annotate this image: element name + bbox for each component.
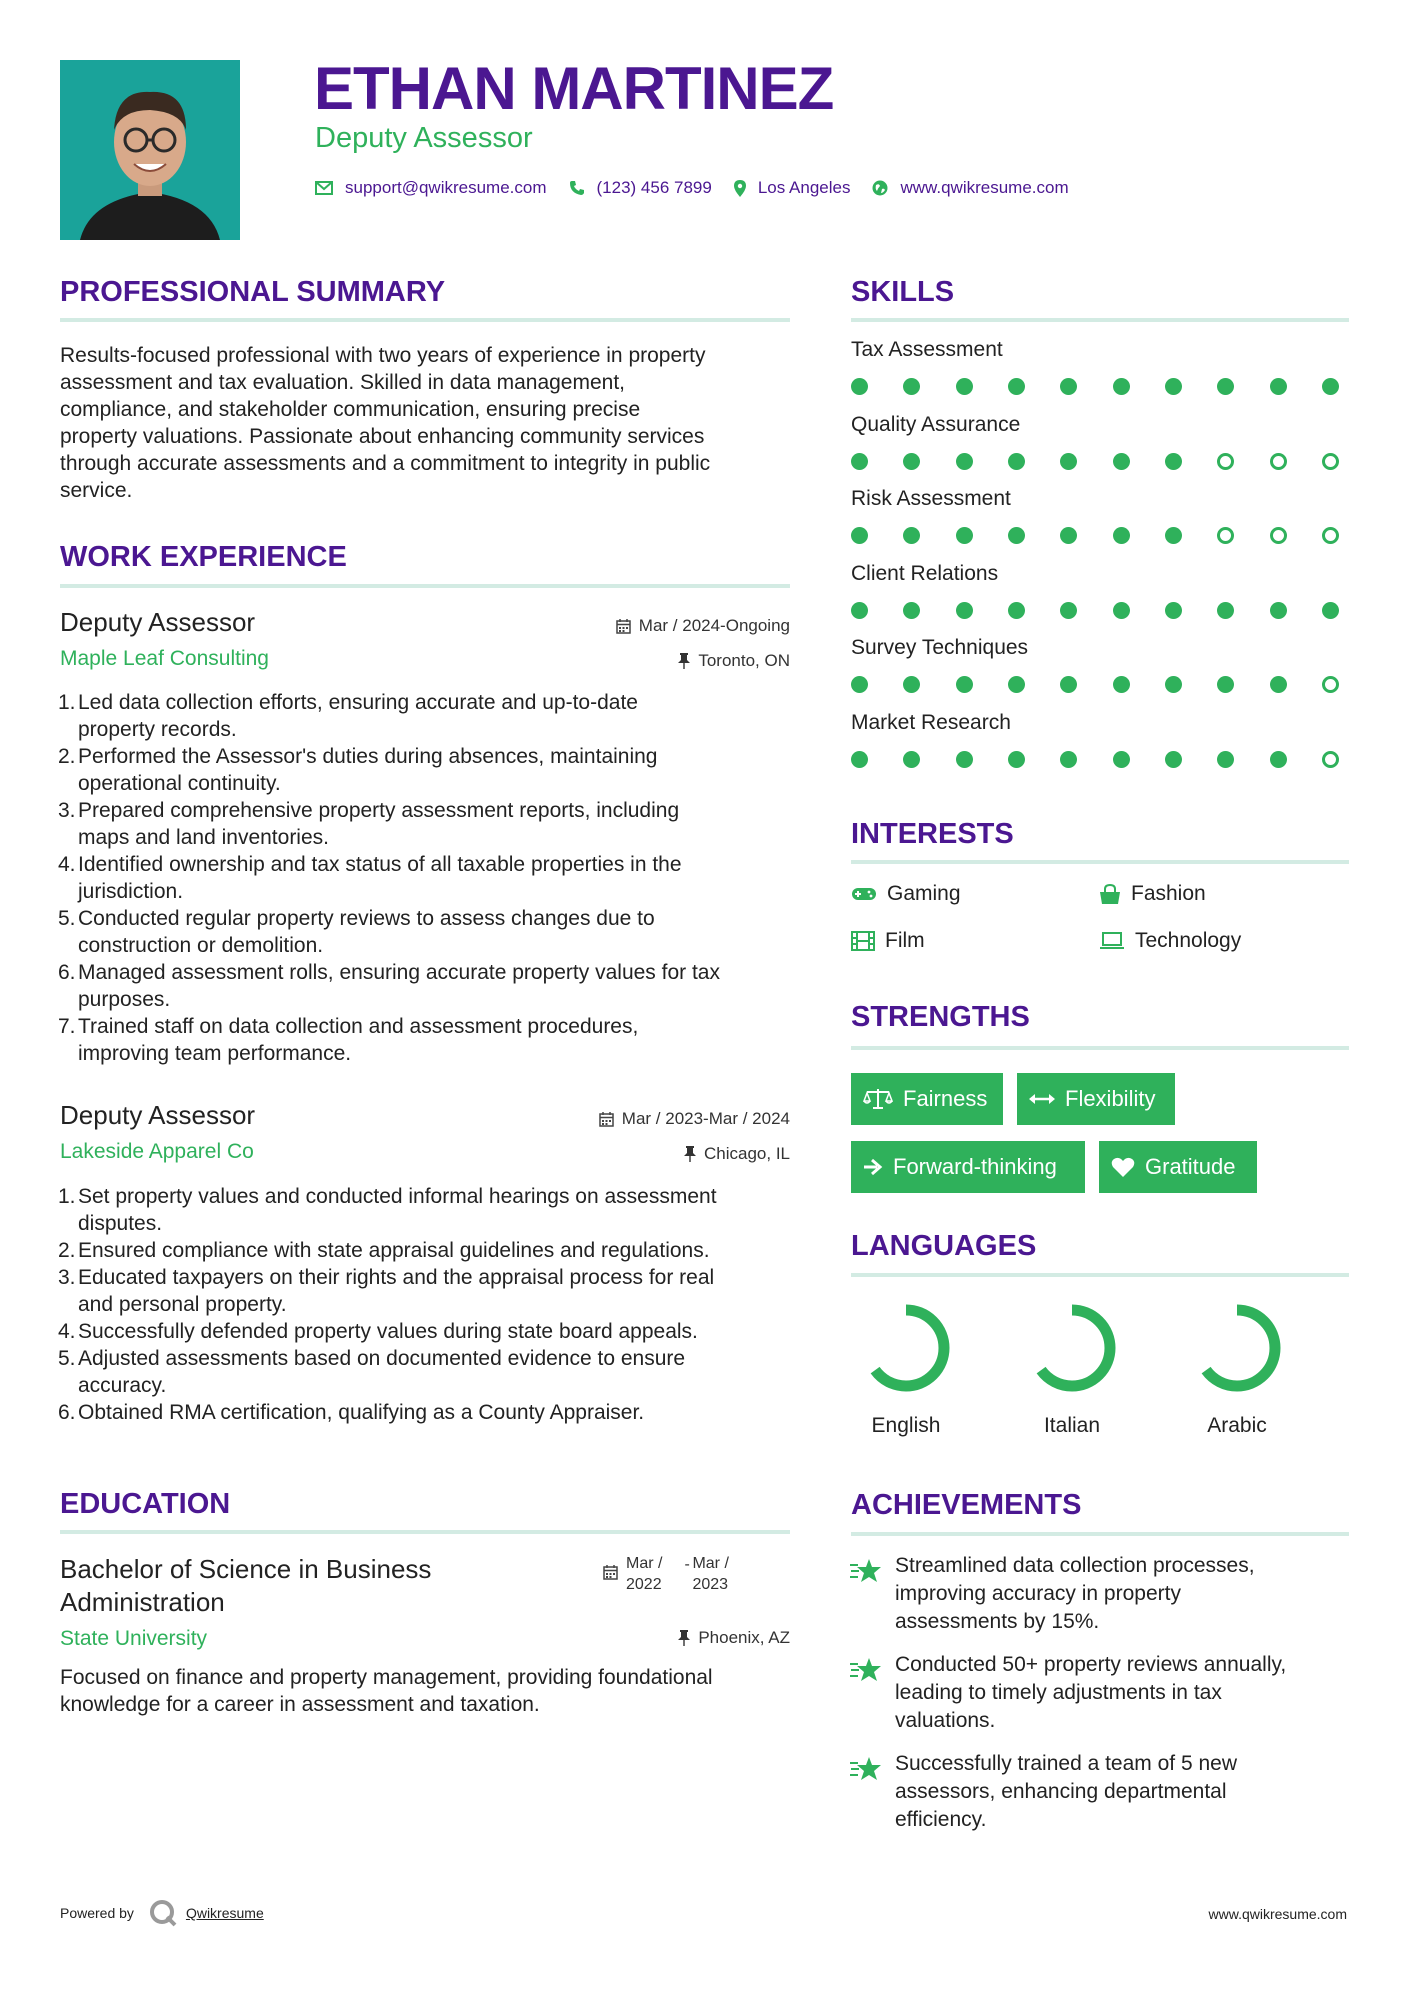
strength-label: Flexibility (1065, 1086, 1156, 1111)
qwikresume-logo-icon (148, 1898, 178, 1928)
rating-dot-filled (1008, 453, 1025, 470)
duty-line: Led data collection efforts, ensuring accurate and up-to-date (78, 691, 638, 714)
location-text: Toronto, ON (698, 651, 790, 670)
duty-line: disputes. (78, 1212, 163, 1235)
skill-rating (851, 378, 1339, 395)
achievement-line: assessments by 15%. (895, 1610, 1100, 1633)
language-level-ring (1024, 1300, 1120, 1396)
company-name: Maple Leaf Consulting (60, 647, 269, 670)
duty-line: Prepared comprehensive property assessment reports, including (78, 799, 680, 822)
job-dates (616, 616, 790, 636)
education-description (60, 1664, 820, 1718)
summary-text (60, 342, 800, 504)
rating-dot-filled (851, 527, 868, 544)
summary-line: through accurate assessments and a commitment to integrity in public (60, 452, 711, 475)
degree-line: Administration (60, 1587, 225, 1617)
rating-dot-filled (1165, 676, 1182, 693)
skill-name: Quality Assurance (851, 412, 1021, 436)
summary-line: property valuations. Passionate about enhancing community services (60, 425, 705, 448)
rating-dot-filled (956, 676, 973, 693)
rating-dot-filled (1060, 676, 1077, 693)
rating-dot-filled (1008, 527, 1025, 544)
rating-dot-filled (903, 453, 920, 470)
company-name: Lakeside Apparel Co (60, 1140, 254, 1163)
rating-dot-filled (851, 751, 868, 768)
achievement-item (895, 1651, 1335, 1735)
rating-dot-filled (956, 527, 973, 544)
brand-link[interactable]: Qwikresume (185, 1905, 264, 1921)
languages-rule (851, 1273, 1349, 1277)
duty-number: 3. (58, 1266, 76, 1289)
skill-name: Survey Techniques (851, 636, 1029, 659)
duty-item (58, 1264, 818, 1318)
rating-dot-filled (1217, 751, 1234, 768)
rating-dot-filled (1217, 378, 1234, 395)
pushpin-icon (678, 653, 690, 669)
job-duties-list (60, 1183, 818, 1426)
interest-label: Gaming (887, 882, 961, 905)
rating-dot-filled (1165, 453, 1182, 470)
strength-label: Fairness (903, 1086, 988, 1111)
interests-rule (851, 860, 1349, 864)
duty-item (58, 1013, 818, 1067)
interest-label: Film (885, 929, 925, 952)
duty-item (58, 1183, 818, 1237)
summary-line: assessment and tax evaluation. Skilled in data management, (60, 371, 626, 394)
achievement-line: improving accuracy in property (895, 1582, 1181, 1605)
duty-line: Trained staff on data collection and assessment procedures, (78, 1015, 639, 1038)
duty-line: operational continuity. (78, 772, 281, 795)
achievement-line: assessors, enhancing departmental (895, 1780, 1227, 1803)
duty-number: 4. (58, 1320, 76, 1343)
achievement-item (895, 1750, 1335, 1834)
rating-dot-filled (1060, 453, 1077, 470)
rating-dot-filled (1113, 453, 1130, 470)
footer-website[interactable]: www.qwikresume.com (1208, 1906, 1347, 1922)
strengths-heading: STRENGTHS (851, 1001, 1030, 1033)
interest-gaming (851, 882, 961, 906)
duty-item (58, 1345, 818, 1399)
duty-item (58, 905, 818, 959)
rating-dot-filled (1322, 378, 1339, 395)
duty-number: 2. (58, 745, 76, 768)
scale-icon (863, 1088, 893, 1110)
achievement-line: Conducted 50+ property reviews annually, (895, 1653, 1287, 1676)
contact-phone[interactable] (569, 178, 712, 198)
duty-item (58, 797, 818, 851)
duty-number: 1. (58, 691, 76, 714)
duty-item (58, 689, 818, 743)
achievement-line: efficiency. (895, 1808, 987, 1831)
rating-dot-filled (1008, 378, 1025, 395)
job-title: Deputy Assessor (60, 607, 256, 637)
rating-dot-filled (1165, 527, 1182, 544)
interest-technology (1099, 929, 1241, 953)
end-year: 2023 (692, 1576, 729, 1593)
skills-heading: SKILLS (851, 276, 955, 308)
duty-number: 4. (58, 853, 76, 876)
description-line: knowledge for a career in assessment and taxation. (60, 1693, 540, 1716)
gamepad-icon (851, 886, 877, 902)
skill-name: Client Relations (851, 561, 999, 585)
contact-bar (315, 178, 1091, 198)
rating-dot-filled (1113, 602, 1130, 619)
candidate-title: Deputy Assessor (315, 122, 533, 154)
degree-line: Bachelor of Science in Business (60, 1554, 432, 1584)
job-location (684, 1144, 790, 1164)
skill-rating (851, 676, 1339, 693)
experience-rule (60, 584, 790, 588)
duty-line: Identified ownership and tax status of all taxable properties in the (78, 853, 682, 876)
arrows-horizontal-icon (1029, 1092, 1055, 1106)
school-name: State University (60, 1627, 208, 1650)
calendar-icon (599, 1112, 614, 1127)
rating-dot-empty (1217, 453, 1234, 470)
rating-dot-filled (851, 378, 868, 395)
rating-dot-filled (903, 676, 920, 693)
rating-dot-filled (1165, 751, 1182, 768)
duty-item (58, 851, 818, 905)
arrow-right-icon (863, 1158, 883, 1176)
start-date (626, 1553, 662, 1595)
skill-rating (851, 751, 1339, 768)
achievement-line: leading to timely adjustments in tax (895, 1681, 1222, 1704)
skill-name: Tax Assessment (851, 338, 1003, 361)
achievement-line: Streamlined data collection processes, (895, 1554, 1255, 1577)
globe-icon (872, 180, 888, 196)
rating-dot-filled (956, 751, 973, 768)
language-name: Arabic (1207, 1414, 1267, 1437)
duty-line: improving team performance. (78, 1042, 352, 1065)
summary-line: compliance, and stakeholder communication, ensuring precise (60, 398, 641, 421)
rating-dot-filled (1008, 676, 1025, 693)
language-level-arc (868, 1310, 944, 1386)
summary-line: service. (60, 479, 133, 502)
rating-dot-filled (1060, 602, 1077, 619)
rating-dot-filled (1165, 602, 1182, 619)
duty-line: Set property values and conducted informal hearings on assessment (78, 1185, 717, 1208)
email-text: support@qwikresume.com (345, 178, 547, 197)
rating-dot-filled (1270, 751, 1287, 768)
strength-label: Gratitude (1145, 1154, 1236, 1179)
duty-number: 3. (58, 799, 76, 822)
rating-dot-filled (903, 378, 920, 395)
duty-line: Adjusted assessments based on documented evidence to ensure (78, 1347, 686, 1370)
rating-dot-empty (1217, 527, 1234, 544)
rating-dot-filled (1322, 602, 1339, 619)
education-rule (60, 1530, 790, 1534)
rating-dot-empty (1270, 527, 1287, 544)
interest-label: Fashion (1131, 882, 1206, 905)
skill-rating (851, 602, 1339, 619)
duty-line: maps and land inventories. (78, 826, 329, 849)
rating-dot-filled (1008, 602, 1025, 619)
language-name: Italian (1043, 1414, 1101, 1437)
end-month: Mar / (692, 1555, 729, 1572)
duty-number: 5. (58, 1347, 76, 1370)
duty-number: 1. (58, 1185, 76, 1208)
education-dates (603, 1553, 729, 1595)
contact-email[interactable] (315, 178, 547, 198)
achievement-line: Successfully trained a team of 5 new (895, 1752, 1238, 1775)
achievements-rule (851, 1532, 1349, 1536)
rating-dot-filled (1165, 378, 1182, 395)
duty-item (58, 1237, 818, 1264)
rating-dot-empty (1322, 453, 1339, 470)
phone-text: (123) 456 7899 (596, 178, 712, 197)
rating-dot-filled (851, 676, 868, 693)
footer-powered-by (60, 1898, 264, 1928)
rating-dot-filled (956, 378, 973, 395)
duty-number: 2. (58, 1239, 76, 1262)
education-location (678, 1628, 790, 1648)
rating-dot-filled (1270, 378, 1287, 395)
calendar-icon (616, 619, 631, 634)
summary-line: Results-focused professional with two years of experience in property (60, 344, 706, 367)
rating-dot-filled (1270, 602, 1287, 619)
rating-dot-filled (1113, 378, 1130, 395)
strength-chip-flexibility (1017, 1073, 1175, 1125)
skill-name: Risk Assessment (851, 487, 1011, 510)
contact-website[interactable] (872, 178, 1068, 198)
duty-line: and personal property. (78, 1293, 287, 1316)
rating-dot-filled (903, 751, 920, 768)
rating-dot-filled (1060, 527, 1077, 544)
achievement-line: valuations. (895, 1709, 996, 1732)
achievements-heading: ACHIEVEMENTS (851, 1489, 1082, 1521)
rating-dot-filled (1217, 602, 1234, 619)
phone-icon (569, 180, 585, 196)
job-duties-list (60, 689, 818, 1067)
rating-dot-filled (1113, 676, 1130, 693)
star-icon (849, 1558, 883, 1589)
language-level-ring (858, 1300, 954, 1396)
star-icon (849, 1756, 883, 1787)
star-icon (849, 1657, 883, 1688)
dates-text: Mar / 2023-Mar / 2024 (621, 1109, 790, 1128)
strength-label: Forward-thinking (893, 1154, 1057, 1179)
language-level-ring (1189, 1300, 1285, 1396)
duty-number: 6. (58, 961, 76, 984)
duty-line: Educated taxpayers on their rights and the appraisal process for real (78, 1266, 715, 1289)
location-text: Chicago, IL (704, 1144, 790, 1163)
skill-rating (851, 527, 1339, 544)
duty-line: accuracy. (78, 1374, 167, 1397)
location-text: Los Angeles (757, 178, 851, 197)
job-location (678, 651, 790, 671)
duty-line: Managed assessment rolls, ensuring accurate property values for tax (78, 961, 720, 984)
rating-dot-empty (1322, 527, 1339, 544)
strength-chip-forward-thinking (851, 1141, 1085, 1193)
heart-icon (1111, 1157, 1135, 1178)
laptop-icon (1099, 932, 1125, 950)
start-year: 2022 (626, 1576, 662, 1593)
duty-item (58, 1399, 818, 1426)
skill-name: Market Research (851, 710, 1011, 734)
rating-dot-filled (851, 602, 868, 619)
rating-dot-filled (851, 453, 868, 470)
duty-line: construction or demolition. (78, 934, 324, 957)
powered-by-text: Powered by (60, 1905, 134, 1921)
rating-dot-filled (956, 453, 973, 470)
education-heading: EDUCATION (60, 1488, 231, 1520)
rating-dot-filled (1008, 751, 1025, 768)
duty-number: 6. (58, 1401, 76, 1424)
duty-line: Successfully defended property values during state board appeals. (78, 1320, 698, 1343)
end-date (684, 1553, 729, 1595)
strengths-rule (851, 1046, 1349, 1050)
duty-line: Ensured compliance with state appraisal guidelines and regulations. (78, 1239, 710, 1262)
language-level-arc (1034, 1310, 1110, 1386)
rating-dot-filled (1270, 676, 1287, 693)
rating-dot-filled (956, 602, 973, 619)
duty-line: Performed the Assessor's duties during absences, maintaining (78, 745, 658, 768)
map-marker-icon (734, 180, 746, 197)
duty-item (58, 959, 818, 1013)
duty-line: purposes. (78, 988, 171, 1011)
interest-fashion (1099, 882, 1206, 906)
skill-rating (851, 453, 1339, 470)
languages-heading: LANGUAGES (851, 1230, 1037, 1262)
interest-label: Technology (1135, 929, 1242, 952)
duty-line: Conducted regular property reviews to assess changes due to (78, 907, 655, 930)
rating-dot-empty (1322, 676, 1339, 693)
strength-chip-gratitude (1099, 1141, 1257, 1193)
rating-dot-empty (1322, 751, 1339, 768)
rating-dot-filled (1113, 527, 1130, 544)
film-icon (851, 931, 875, 951)
website-text: www.qwikresume.com (900, 178, 1069, 197)
rating-dot-filled (903, 602, 920, 619)
language-name: English (871, 1414, 941, 1437)
rating-dot-filled (1060, 751, 1077, 768)
duty-number: 7. (58, 1015, 76, 1038)
summary-heading: PROFESSIONAL SUMMARY (60, 276, 446, 308)
dates-text: Mar / 2024-Ongoing (638, 616, 790, 635)
strength-chip-fairness (851, 1073, 1003, 1125)
summary-rule (60, 318, 790, 322)
profile-photo (60, 60, 240, 240)
rating-dot-filled (1060, 378, 1077, 395)
achievement-item (895, 1552, 1335, 1636)
interests-heading: INTERESTS (851, 818, 1014, 850)
skills-rule (851, 318, 1349, 322)
experience-heading: WORK EXPERIENCE (60, 541, 347, 573)
rating-dot-filled (1217, 676, 1234, 693)
shopping-bag-icon (1099, 884, 1121, 904)
rating-dot-filled (1113, 751, 1130, 768)
duty-line: Obtained RMA certification, qualifying as a County Appraiser. (78, 1401, 645, 1424)
language-level-arc (1199, 1310, 1275, 1386)
location-text: Phoenix, AZ (698, 1628, 790, 1647)
contact-location (734, 178, 851, 198)
envelope-icon (315, 181, 333, 195)
duty-line: property records. (78, 718, 237, 741)
pushpin-icon (678, 1630, 690, 1646)
pushpin-icon (684, 1146, 696, 1162)
description-line: Focused on finance and property management, providing foundational (60, 1666, 713, 1689)
duty-line: jurisdiction. (78, 880, 184, 903)
date-separator: - (684, 1556, 690, 1573)
duty-number: 5. (58, 907, 76, 930)
rating-dot-empty (1270, 453, 1287, 470)
duty-item (58, 1318, 818, 1345)
candidate-name: ETHAN MARTINEZ (314, 55, 834, 122)
duty-item (58, 743, 818, 797)
job-title: Deputy Assessor (60, 1100, 256, 1130)
job-dates (599, 1109, 790, 1129)
degree-name (60, 1553, 431, 1619)
calendar-icon (603, 1565, 618, 1580)
interest-film (851, 929, 925, 953)
rating-dot-filled (903, 527, 920, 544)
start-month: Mar / (626, 1555, 663, 1572)
